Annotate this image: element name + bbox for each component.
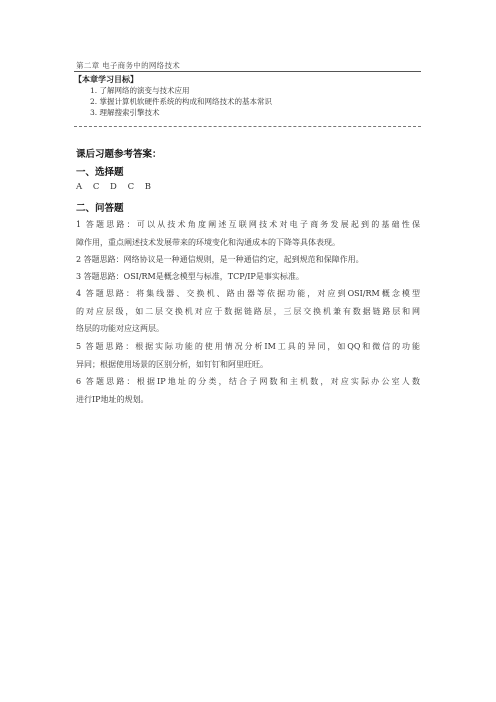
- qa-line: 2 答题思路：网络协议是一种通信规则，是一种通信约定，起到规范和保障作用。: [76, 255, 364, 264]
- qa-item-2: [76, 251, 420, 269]
- qa-line: 络层的功能对应这两层。: [76, 324, 164, 333]
- qa-item-6: [76, 373, 420, 408]
- multiple-choice-answers: A C D C B: [76, 182, 156, 192]
- qa-item-3: [76, 268, 420, 286]
- qa-line: 5 答题思路：根据实际功能的使用情况分析IM工具的异同，如QQ和微信的功能: [76, 342, 420, 351]
- qa-item-5: [76, 338, 420, 373]
- qa-heading: 二、问答题: [76, 203, 124, 214]
- chapter-header: 第二章 电子商务中的网络技术: [76, 61, 181, 70]
- qa-line: 的对应层级，如二层交换机对应于数据链路层，三层交换机兼有数据链路层和网: [76, 306, 420, 316]
- header-rule: [74, 71, 421, 72]
- qa-line: 异同；根据使用场景的区别分析，如钉钉和阿里旺旺。: [76, 359, 268, 369]
- learning-goal-item: 1. 了解网络的演变与技术应用: [90, 86, 190, 95]
- qa-line: 3 答题思路：OSI/RM是概念模型与标准，TCP/IP是事实标准。: [76, 272, 304, 281]
- learning-goals-box: [74, 73, 421, 118]
- qa-line: 进行IP地址的规划。: [76, 394, 149, 404]
- qa-line: 障作用，重点阐述技术发展带来的环境变化和沟通成本的下降等具体表现。: [76, 237, 340, 247]
- qa-item-1: [76, 216, 420, 251]
- qa-line: 6 答题思路：根据IP地址的分类，结合子网数和主机数，对应实际办公室人数: [76, 377, 420, 386]
- multiple-choice-heading: 一、选择题: [76, 167, 124, 178]
- learning-goals-title: 【本章学习目标】: [74, 74, 138, 84]
- qa-line: 1 答题思路：可以从技术角度阐述互联网技术对电子商务发展起到的基础性保: [76, 220, 420, 229]
- answers-heading: 课后习题参考答案：: [76, 149, 162, 160]
- qa-line: 4 答题思路：将集线器、交换机、路由器等依据功能，对应到OSI/RM概念模型: [76, 289, 420, 298]
- learning-goal-item: 2. 掌握计算机软硬件系统的构成和网络技术的基本常识: [90, 97, 273, 106]
- goals-divider: [74, 126, 421, 127]
- qa-item-4: [76, 285, 420, 338]
- learning-goal-item: 3. 理解搜索引擎技术: [90, 108, 160, 117]
